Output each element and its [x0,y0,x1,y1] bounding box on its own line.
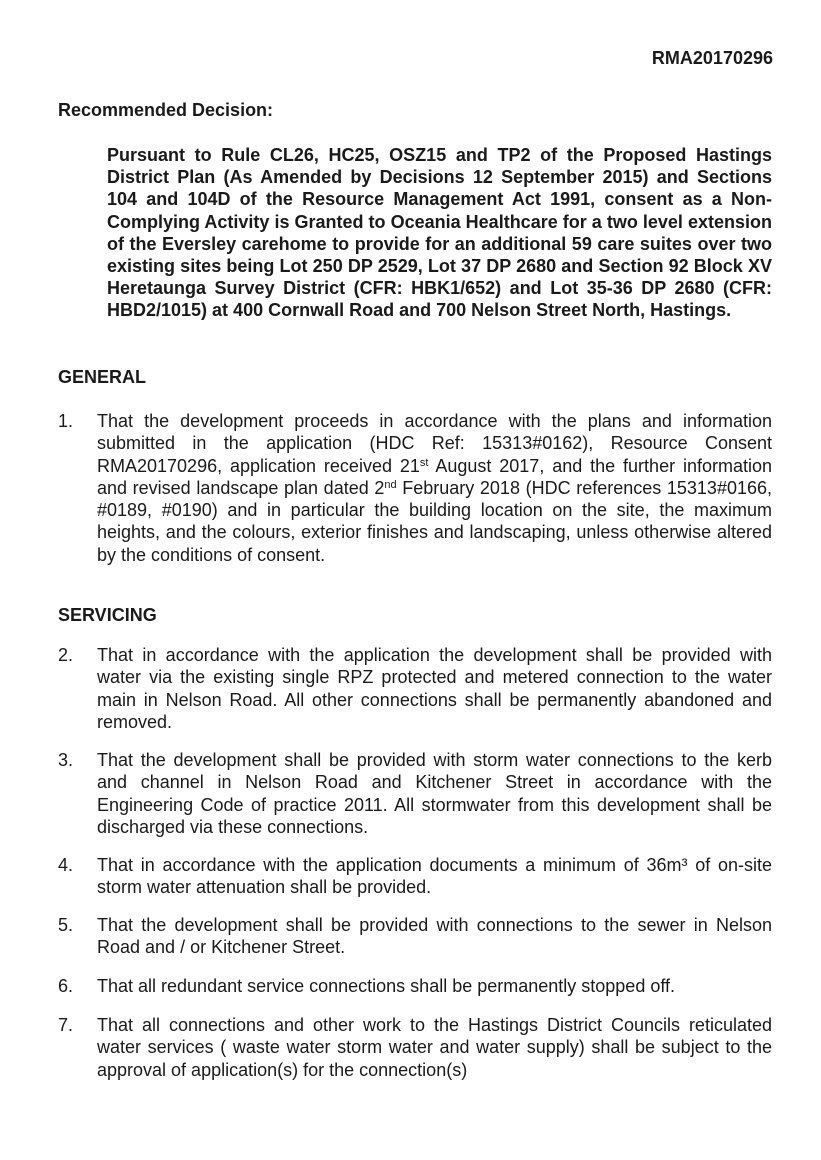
condition-text [97,410,772,566]
condition-text-part: February 2018 (HDC references 15313#0166, #0189, #0190) and in particular the building location on the site, the maximum heights, and the colours, exterior finishes and landscaping, unless otherwise altered by the conditions of consent. [97,477,772,565]
condition-number: 4. [58,855,74,875]
decision-paragraph: Pursuant to Rule CL26, HC25, OSZ15 and TP2 of the Proposed Hastings District Plan (As Amended by Decisions 12 September 2015) and Sections 104 and 104D of the Resource Management Act 1991, consent as a Non-Complying Activity is Granted to Oceania Healthcare for a two level extension of the Eversley carehome to provide for an additional 59 care suites over two existing sites being Lot 250 DP 2529, Lot 37 DP 2680 and Section 92 Block XV Heretaunga Survey District (CFR: HBK1/652) and Lot 35-36 DP 2680 (CFR: HBD2/1015) at 400 Cornwall Road and 700 Nelson Street North, Hastings. [107,145,772,321]
condition-number: 7. [58,1015,74,1035]
condition-item [58,914,772,959]
condition-text-part: That the development proceeds in accordance with the plans and information submitted in the application (HDC Ref: 15313#0162), Resource Consent RMA20170296, application received 21 [97,411,772,476]
condition-item [58,854,772,899]
condition-text: That in accordance with the application documents a minimum of 36m³ of on-site storm water attenuation shall be provided. [97,855,772,898]
condition-text: That all redundant service connections shall be permanently stopped off. [97,976,676,996]
condition-number: 3. [58,750,74,770]
condition-number: 1. [58,411,74,431]
condition-item [58,975,772,997]
condition-number: 5. [58,915,74,935]
condition-text: That the development shall be provided with connections to the sewer in Nelson Road and / or Kitchener Street. [97,915,772,958]
condition-item [58,1014,772,1081]
condition-number: 6. [58,976,74,996]
ordinal-suffix: nd [384,478,397,491]
condition-text: That all connections and other work to the Hastings District Councils reticulated water services ( waste water storm water and water supply) shall be subject to the approval of application(s) for the connection(s) [97,1015,772,1080]
general-heading: GENERAL [58,367,147,387]
condition-item [58,410,772,566]
ordinal-suffix: st [419,456,429,469]
condition-number: 2. [58,645,74,665]
recommended-decision-heading: Recommended Decision: [58,100,274,120]
condition-text: That in accordance with the application the development shall be provided with water via the existing single RPZ protected and metered connection to the water main in Nelson Road. All other connections shall be permanently abandoned and removed. [97,645,772,732]
condition-text-part: August 2017, and the further information and revised landscape plan dated 2 [97,455,773,498]
reference-number: RMA20170296 [651,48,773,68]
condition-item [58,644,772,733]
servicing-heading: SERVICING [58,605,157,625]
condition-item [58,749,772,838]
condition-text: That the development shall be provided with storm water connections to the kerb and channel in Nelson Road and Kitchener Street in accordance with the Engineering Code of practice 2011. All stormwater from this development shall be discharged via these connections. [97,750,772,837]
